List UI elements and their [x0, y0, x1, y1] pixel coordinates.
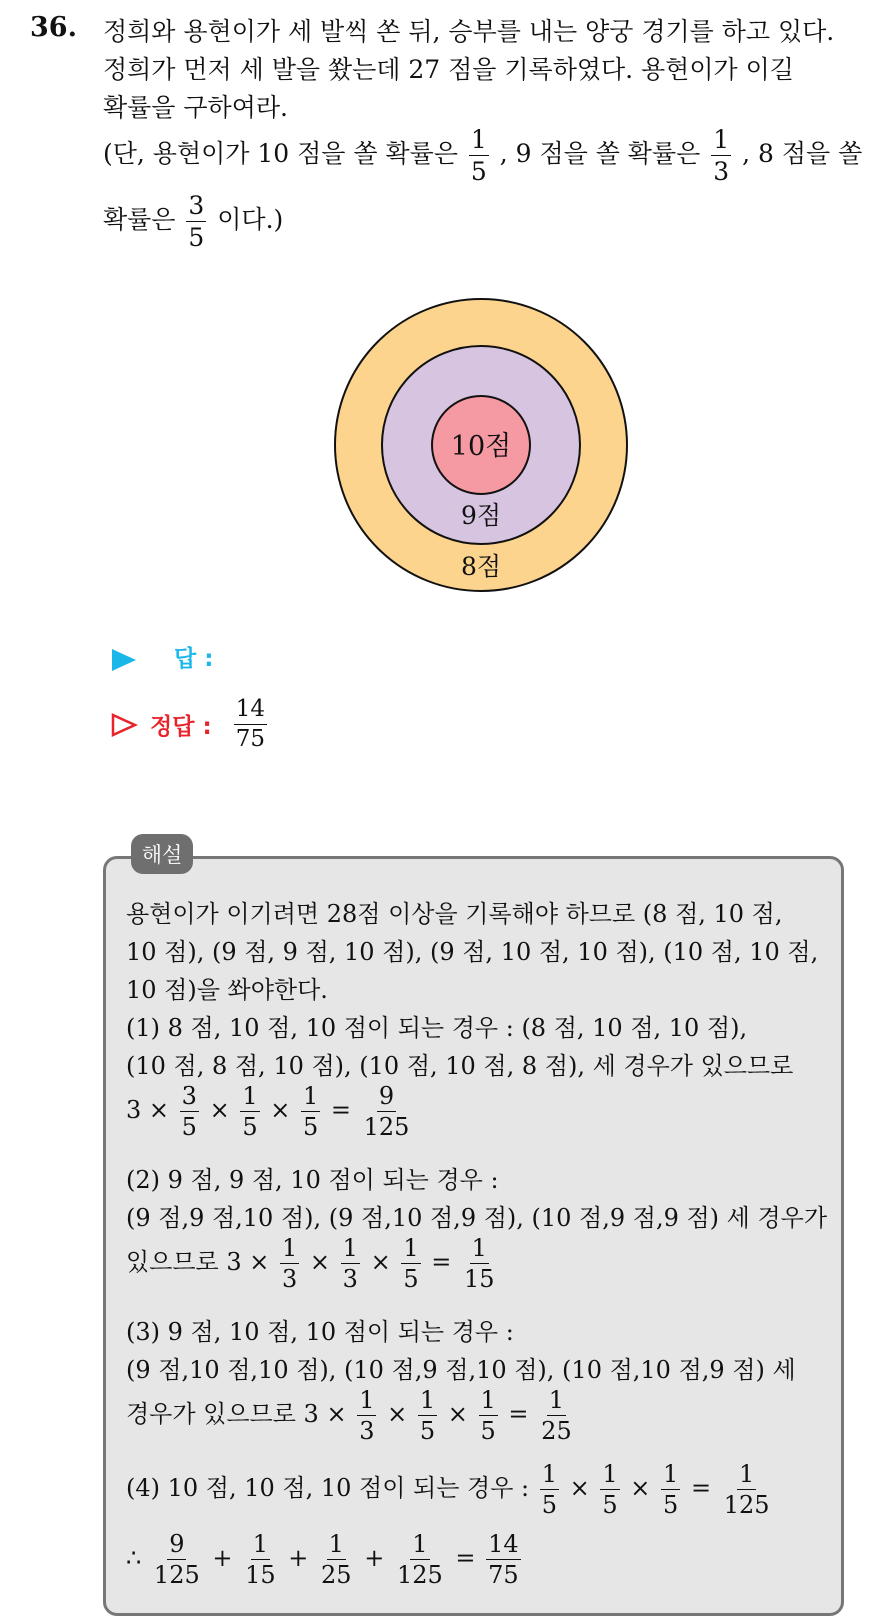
condition-text-e: 이다.) — [217, 205, 284, 234]
correct-answer-fraction: $\frac{14}{75}$ — [235, 696, 265, 752]
question-line-3: 확률을 구하여라. — [103, 93, 288, 122]
prob-8-fraction: $\frac{3}{5}$ — [188, 191, 205, 252]
explanation-line-5: (10 점, 8 점, 10 점), (10 점, 10 점, 8 점), 세 경우가 있으므로 — [126, 1052, 794, 1080]
explanation-line-10: (3) 9 점, 10 점, 10 점이 되는 경우 : — [126, 1318, 514, 1346]
ring-10-label: 10점 — [450, 431, 512, 462]
explanation-line-2: 10 점), (9 점, 9 점, 10 점), (9 점, 10 점, 10 점), (10 점, 10 점, — [126, 938, 819, 966]
condition-text-c: , 8 점을 쏠 — [742, 139, 863, 168]
ring-9-label: 9점 — [460, 501, 502, 530]
case2-calculation: 있으므로 3 × $\frac{1}{3}$ × $\frac{1}{3}$ × $\frac{1}{5}$ = $\frac{1}{15}$ — [126, 1234, 495, 1293]
explanation-line-11: (9 점,10 점,10 점), (10 점,9 점,10 점), (10 점,10 점,9 점) 세 — [126, 1356, 796, 1384]
question-condition-line — [103, 127, 862, 184]
explanation-line-8: (9 점,9 점,10 점), (9 점,10 점,9 점), (10 점,9 점,9 점) 세 경우가 — [126, 1204, 828, 1232]
prob-10-fraction: $\frac{1}{5}$ — [470, 125, 487, 186]
explanation-line-1: 용현이가 이기려면 28점 이상을 기록해야 하므로 (8 점, 10 점, — [126, 900, 783, 928]
condition-text-b: , 9 점을 쏠 확률은 — [499, 139, 701, 168]
condition-text-a: (단, 용현이가 10 점을 쏠 확률은 — [103, 139, 458, 168]
question-condition-line-2 — [103, 193, 283, 250]
explanation-tab: 해설 — [131, 834, 193, 874]
prob-9-fraction: $\frac{1}{3}$ — [713, 125, 730, 186]
explanation-line-4: (1) 8 점, 10 점, 10 점이 되는 경우 : (8 점, 10 점, 10 점), — [126, 1014, 748, 1042]
correct-answer-label: 정답 : — [150, 714, 212, 740]
sum-calculation: ∴ $\frac{9}{125}$ + $\frac{1}{15}$ + $\frac{1}{25}$ + $\frac{1}{125}$ = $\frac{14}{75}$ — [126, 1530, 519, 1589]
question-number: 36. — [30, 12, 77, 43]
explanation-line-3: 10 점)을 쏴야한다. — [126, 976, 328, 1004]
case4-calculation: (4) 10 점, 10 점, 10 점이 되는 경우 : $\frac{1}{5}$ × $\frac{1}{5}$ × $\frac{1}{5}$ = $\frac{1}{125}$ — [126, 1460, 770, 1519]
case3-calculation: 경우가 있으므로 3 × $\frac{1}{3}$ × $\frac{1}{5}$ × $\frac{1}{5}$ = $\frac{1}{25}$ — [126, 1386, 572, 1445]
condition-text-d: 확률은 — [103, 205, 176, 234]
outline-triangle-icon — [110, 712, 138, 738]
answer-row — [110, 640, 213, 673]
play-triangle-icon — [110, 647, 138, 673]
archery-target-diagram — [333, 297, 629, 593]
question-line-1: 정희와 용현이가 세 발씩 쏜 뒤, 승부를 내는 양궁 경기를 하고 있다. — [103, 17, 835, 46]
answer-label: 답 : — [174, 646, 214, 672]
ring-8-label: 8점 — [460, 552, 502, 581]
correct-answer-row — [110, 698, 270, 751]
question-line-2: 정희가 먼저 세 발을 쐈는데 27 점을 기록하였다. 용현이가 이길 — [103, 55, 794, 84]
case1-calculation: 3 × $\frac{3}{5}$ × $\frac{1}{5}$ × $\frac{1}{5}$ = $\frac{9}{125}$ — [126, 1082, 410, 1141]
explanation-line-7: (2) 9 점, 9 점, 10 점이 되는 경우 : — [126, 1166, 499, 1194]
